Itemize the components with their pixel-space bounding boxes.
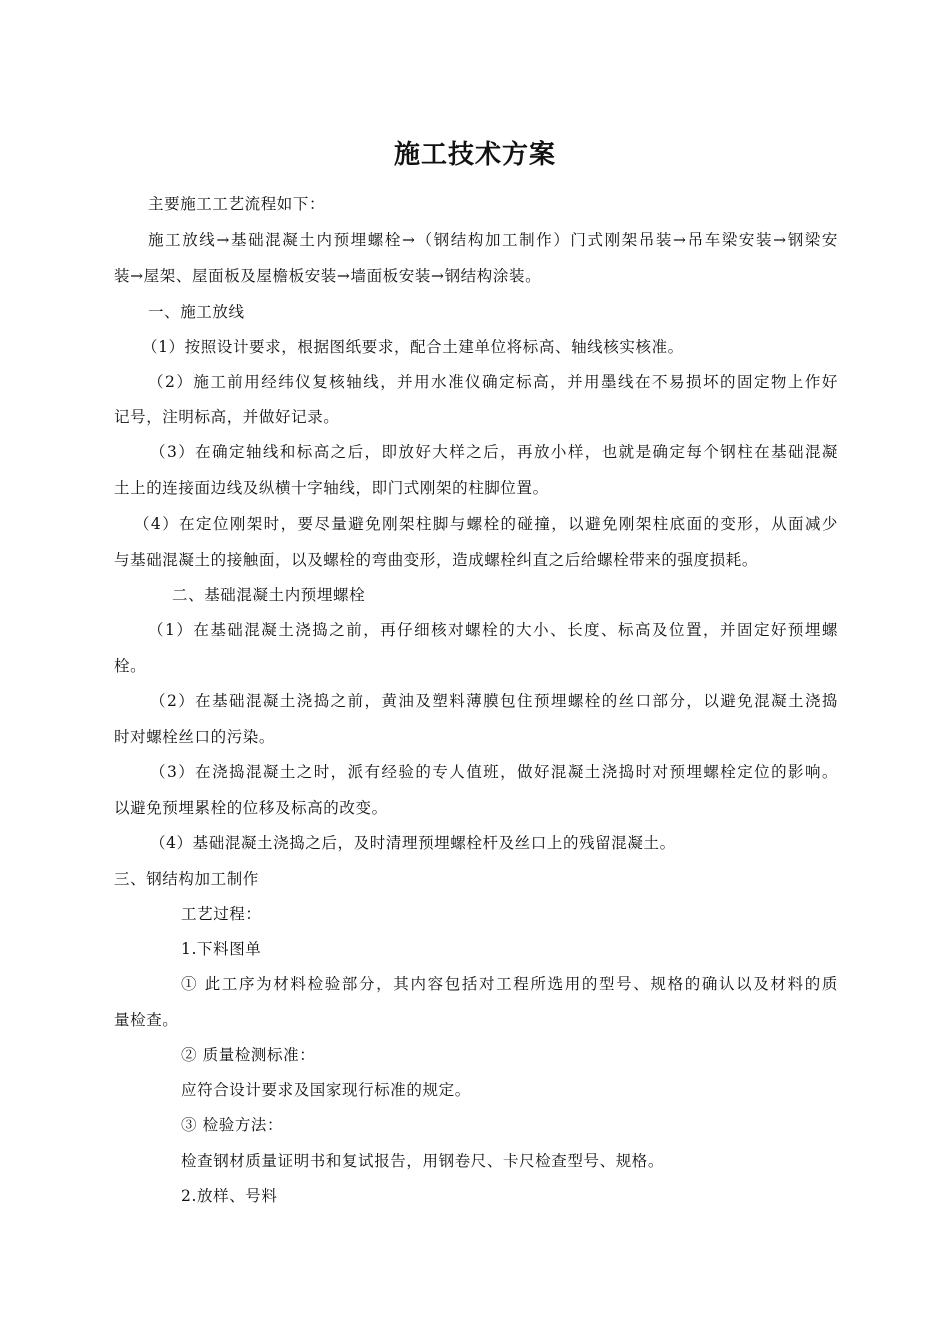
paragraph-line: 应符合设计要求及国家现行标准的规定。 xyxy=(181,1081,471,1099)
paragraph-line: 与基础混凝土的接触面，以及螺栓的弯曲变形，造成螺栓纠直之后给螺栓带来的强度损耗。 xyxy=(114,551,759,569)
paragraph-line: （4）基础混凝土浇捣之后，及时清理预埋螺栓杆及丝口上的残留混凝土。 xyxy=(150,834,676,852)
paragraph-line: （1）在基础混凝土浇捣之前，再仔细核对螺栓的大小、长度、标高及位置，并固定好预埋螺 xyxy=(148,621,838,639)
subheading: 1.下料图单 xyxy=(181,940,262,958)
paragraph-line: 以避免预埋累栓的位移及标高的改变。 xyxy=(114,799,388,817)
process-flow-line-2: 装→屋架、屋面板及屋檐板安装→墙面板安装→钢结构涂装。 xyxy=(114,267,542,285)
paragraph-line: 栓。 xyxy=(114,657,147,675)
subheading: 工艺过程： xyxy=(181,905,262,923)
paragraph-line: ② 质量检测标准： xyxy=(181,1046,316,1064)
paragraph-line: ③ 检验方法： xyxy=(181,1116,284,1134)
section-heading-3: 三、钢结构加工制作 xyxy=(114,870,259,888)
paragraph-line: 时对螺栓丝口的污染。 xyxy=(114,728,276,746)
process-flow-line-1: 施工放线→基础混凝土内预埋螺栓→（钢结构加工制作）门式刚架吊装→吊车梁安装→钢梁安 xyxy=(148,231,838,249)
intro-line: 主要施工工艺流程如下： xyxy=(148,195,326,213)
section-heading-2: 二、基础混凝土内预埋螺栓 xyxy=(172,586,366,604)
paragraph-line: 记号，注明标高，并做好记录。 xyxy=(114,408,340,426)
paragraph-line: （1）按照设计要求，根据图纸要求，配合土建单位将标高、轴线核实核准。 xyxy=(142,338,684,356)
paragraph-line: 检查钢材质量证明书和复试报告，用钢卷尺、卡尺检查型号、规格。 xyxy=(181,1152,665,1170)
subheading: 2.放样、号料 xyxy=(181,1187,278,1205)
section-heading-1: 一、施工放线 xyxy=(148,303,245,321)
paragraph-line: （2）施工前用经纬仪复核轴线，并用水准仪确定标高，并用墨线在不易损坏的固定物上作好 xyxy=(148,373,838,391)
paragraph-line: 量检查。 xyxy=(114,1011,179,1029)
paragraph-line: （4）在定位刚架时，要尽量避免刚架柱脚与螺栓的碰撞，以避免刚架柱底面的变形，从面减少 xyxy=(134,515,838,533)
paragraph-line: （2）在基础混凝土浇捣之前，黄油及塑料薄膜包住预埋螺栓的丝口部分，以避免混凝土浇捣 xyxy=(150,692,838,710)
paragraph-line: 土上的连接面边线及纵横十字轴线，即门式刚架的柱脚位置。 xyxy=(114,479,549,497)
document-title: 施工技术方案 xyxy=(393,140,556,170)
paragraph-line: （3）在浇捣混凝土之时，派有经验的专人值班，做好混凝土浇捣时对预埋螺栓定位的影响。 xyxy=(150,763,838,781)
paragraph-line: ① 此工序为材料检验部分，其内容包括对工程所选用的型号、规格的确认以及材料的质 xyxy=(181,975,838,993)
paragraph-line: （3）在确定轴线和标高之后，即放好大样之后，再放小样，也就是确定每个钢柱在基础混凝 xyxy=(150,443,838,461)
